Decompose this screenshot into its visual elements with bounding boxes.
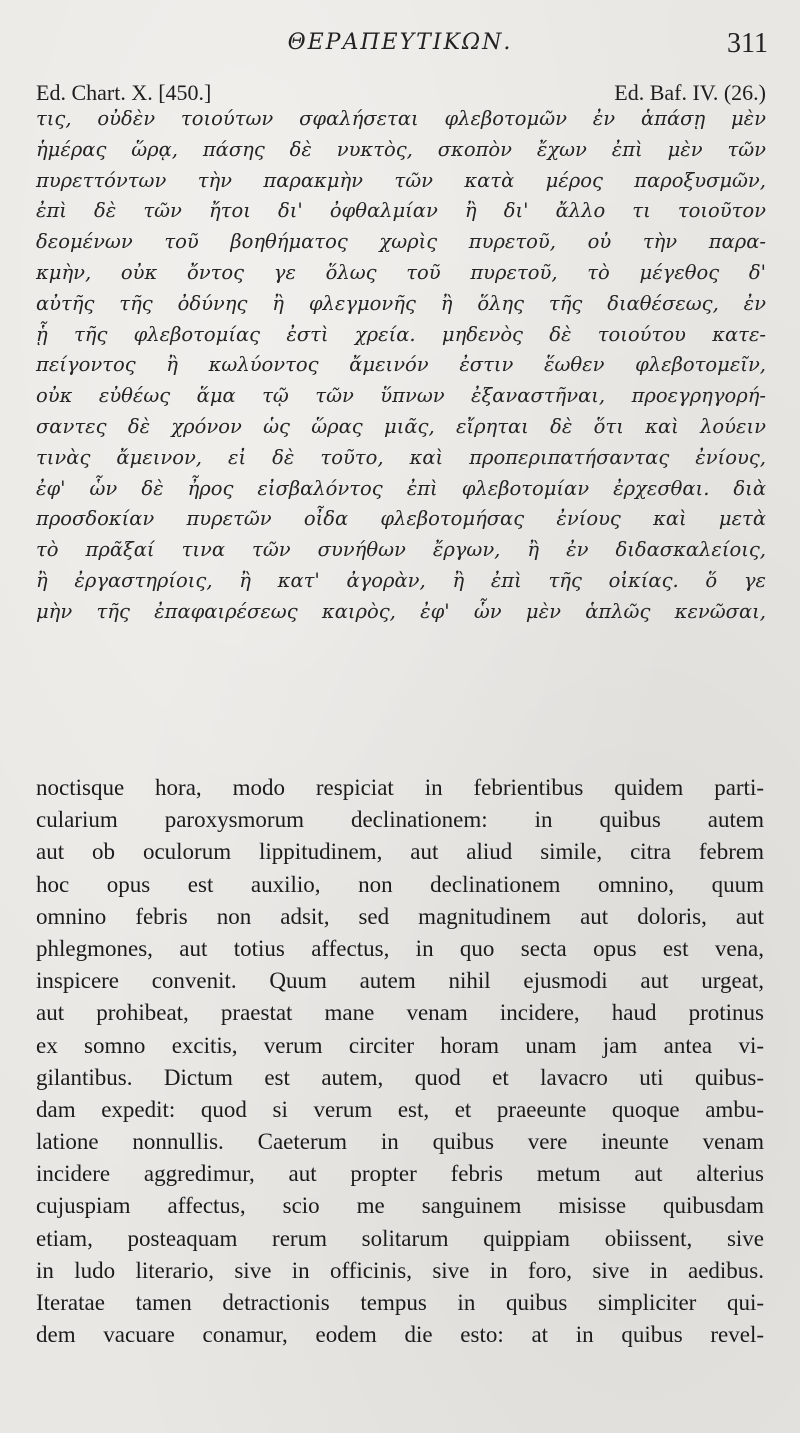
greek-line: τινὰς ἄμεινον, εἰ δὲ τοῦτο, καὶ προπεριπατήσαντας ἐνίους, xyxy=(36,445,766,469)
latin-line: noctisque hora, modo respiciat in febrientibus quidem parti- xyxy=(36,775,764,800)
greek-line: δεομένων τοῦ βοηθήματος χωρὶς πυρετοῦ, οὐ τὴν παρα- xyxy=(36,230,766,254)
latin-line: cularium paroxysmorum declinationem: in quibus autem xyxy=(36,807,764,833)
latin-line: phlegmones, aut totius affectus, in quo secta opus est vena, xyxy=(36,935,764,961)
latin-line: aut ob oculorum lippitudinem, aut aliud simile, citra febrem xyxy=(36,839,764,865)
greek-line: ἐπὶ δὲ τῶν ἤτοι δι' ὀφθαλμίαν ἢ δι' ἄλλο τι τοιοῦτον xyxy=(36,199,766,223)
latin-line: cujuspiam affectus, scio me sanguinem misisse quibusdam xyxy=(36,1193,764,1219)
latin-line: latione nonnullis. Caeterum in quibus vere ineunte venam xyxy=(36,1129,764,1155)
latin-line: aut prohibeat, praestat mane venam incidere, haud protinus xyxy=(36,1000,764,1026)
latin-line: dem vacuare conamur, eodem die esto: at in quibus revel- xyxy=(36,1322,764,1348)
latin-line: ex somno excitis, verum circiter horam unam jam antea vi- xyxy=(36,1032,764,1058)
greek-line: οὐκ εὐθέως ἅμα τῷ τῶν ὕπνων ἐξαναστῆναι, προεγρηγορή- xyxy=(36,384,766,408)
latin-line: inspicere convenit. Quum autem nihil ejusmodi aut urgeat, xyxy=(36,968,764,994)
latin-line: dam expedit: quod si verum est, et praeeunte quoque ambu- xyxy=(36,1096,764,1122)
latin-line: gilantibus. Dictum est autem, quod et lavacro uti quibus- xyxy=(36,1064,764,1090)
latin-line: omnino febris non adsit, sed magnitudinem aut doloris, aut xyxy=(36,903,764,929)
edition-reference-left: Ed. Chart. X. [450.] xyxy=(36,80,212,105)
latin-line: incidere aggredimur, aut propter febris metum aut alterius xyxy=(36,1161,764,1187)
running-title: ΘΕΡΑΠΕΥΤΙΚΩΝ. xyxy=(287,30,513,55)
latin-text-block xyxy=(36,772,764,1351)
greek-line: ἐφ' ὧν δὲ ἦρος εἰσβαλόντος ἐπὶ φλεβοτομίαν ἐρχεσθαι. διὰ xyxy=(36,476,766,500)
greek-line: ᾗ τῆς φλεβοτομίας ἐστὶ χρεία. μηδενὸς δὲ τοιούτου κατε- xyxy=(36,322,766,346)
greek-line: τις, οὐδὲν τοιούτων σφαλήσεται φλεβοτομῶν ἐν ἁπάσῃ μὲν xyxy=(36,107,766,130)
greek-line: κμὴν, οὐκ ὄντος γε ὅλως τοῦ πυρετοῦ, τὸ μέγεθος δ' xyxy=(36,260,766,284)
greek-line: σαντες δὲ χρόνον ὡς ὥρας μιᾶς, εἴρηται δὲ ὅτι καὶ λούειν xyxy=(36,414,766,438)
greek-text-block xyxy=(36,104,766,628)
greek-line: ἢ ἐργαστηρίοις, ἢ κατ' ἀγορὰν, ἢ ἐπὶ τῆς οἰκίας. ὅ γε xyxy=(36,568,766,592)
greek-line: ἡμέρας ὥρᾳ, πάσης δὲ νυκτὸς, σκοπὸν ἔχων ἐπὶ μὲν τῶν xyxy=(36,137,766,161)
latin-line: etiam, posteaquam rerum solitarum quippiam obiissent, sive xyxy=(36,1225,764,1251)
greek-line: πείγοντος ἢ κωλύοντος ἄμεινόν ἐστιν ἕωθεν φλεβοτομεῖν, xyxy=(36,353,766,377)
greek-line: πυρεττόντων τὴν παρακμὴν τῶν κατὰ μέρος παροξυσμῶν, xyxy=(36,168,766,192)
page-number: 311 xyxy=(727,28,768,59)
latin-line: hoc opus est auxilio, non declinationem omnino, quum xyxy=(36,871,764,897)
greek-line: προσδοκίαν πυρετῶν οἶδα φλεβοτομήσας ἐνίους καὶ μετὰ xyxy=(36,507,766,531)
greek-line: αὐτῆς τῆς ὀδύνης ἢ φλεγμονῆς ἢ ὅλης τῆς διαθέσεως, ἐν xyxy=(36,291,766,315)
greek-line: μὴν τῆς ἐπαφαιρέσεως καιρὸς, ἐφ' ὧν μὲν ἁπλῶς κενῶσαι, xyxy=(36,599,766,623)
edition-reference-right: Ed. Baf. IV. (26.) xyxy=(614,80,766,105)
greek-line: τὸ πρᾶξαί τινα τῶν συνήθων ἔργων, ἢ ἐν διδασκαλείοις, xyxy=(36,538,766,562)
latin-line: Iteratae tamen detractionis tempus in quibus simpliciter qui- xyxy=(36,1290,764,1315)
latin-line: in ludo literario, sive in officinis, sive in foro, sive in aedibus. xyxy=(36,1257,764,1283)
